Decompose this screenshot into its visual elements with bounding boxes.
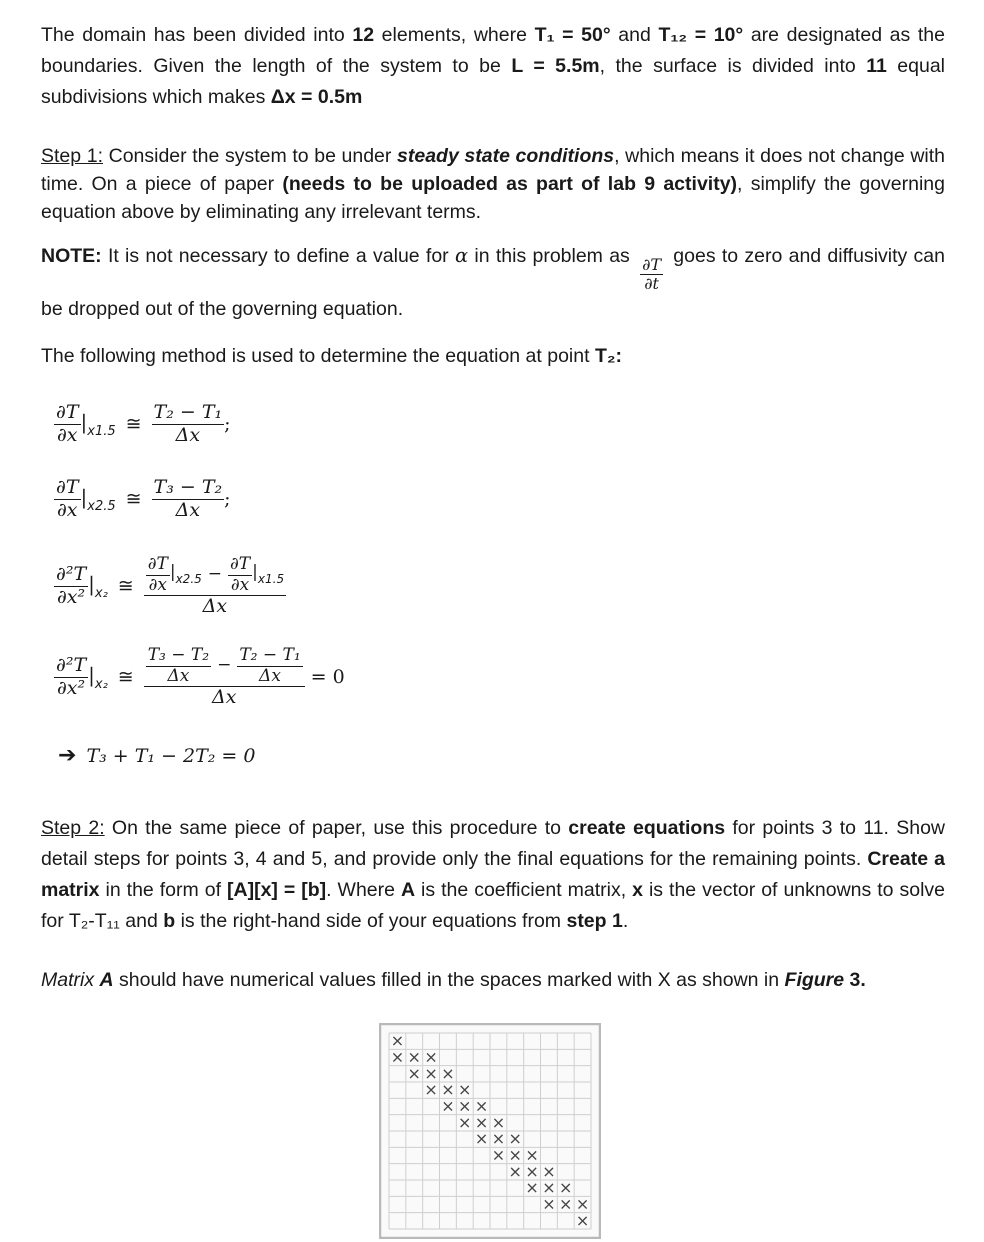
frac-den: ∂x² [56, 676, 86, 699]
matrix-x-mark: × [525, 1178, 539, 1198]
equals-zero: = 0 [310, 666, 345, 689]
eval-bar: $|_{x2.5}$ [80, 484, 116, 514]
matrix-x-mark: × [491, 1129, 506, 1149]
approx-sign: ≅ [117, 666, 134, 689]
matrix-x-mark: × [424, 1063, 438, 1083]
d2T-dx2-fraction [54, 564, 88, 609]
dT-dx-fraction [54, 402, 81, 447]
matrix-x-mark: × [441, 1096, 455, 1116]
matrix-x-mark: × [474, 1112, 489, 1132]
difference-fraction [152, 402, 225, 447]
matrix-x-mark: × [508, 1145, 522, 1165]
vector-x-term: x [632, 879, 643, 901]
step2-label: Step 2: [41, 817, 105, 839]
matrix-x-mark: × [575, 1194, 590, 1214]
matrix-x-mark: × [491, 1145, 506, 1165]
step2-text: is the right-hand side of your equations from [175, 910, 567, 932]
inner-fraction [146, 646, 211, 686]
step2-text: On the same piece of paper, use this procedure to [104, 817, 569, 839]
matrix-note-text: Matrix [41, 969, 100, 991]
frac-num: ∂T [56, 476, 79, 498]
equation-4 [54, 646, 345, 709]
frac-den: Δx [175, 423, 201, 446]
eval-point: x₂ [94, 585, 108, 601]
arrow-icon: ➔ [58, 743, 77, 768]
alpha-symbol: α [454, 244, 469, 267]
step1-text: Consider the system to be under [103, 145, 398, 167]
eval-point: x2.5 [175, 572, 202, 587]
matrix-note-text: should have numerical values filled in the spaces marked with X as shown in [113, 969, 785, 991]
intro-text: are designated as the boundaries. Given the length of the system to be [41, 24, 945, 77]
matrix-x-mark: × [441, 1063, 455, 1083]
matrix-note [41, 965, 945, 996]
frac-num [144, 646, 305, 687]
method-point: T₂: [594, 345, 623, 367]
step1-text: , simplify the governing equation above by eliminating any irrelevant terms. [41, 173, 945, 223]
frac-num: ∂²T [56, 563, 87, 586]
frac-num: T₂ − T₁ [239, 645, 301, 665]
frac-num [144, 555, 286, 596]
frac-den: ∂x² [56, 585, 86, 608]
frac-den: Δx [259, 665, 281, 686]
difference-fraction [152, 477, 225, 522]
minus-sign: − [217, 655, 232, 676]
matrix-form: [A][x] = [b] [227, 879, 327, 901]
frac-num: T₃ − T₂ [153, 476, 223, 498]
intro-paragraph [41, 20, 945, 113]
eval-bar: $|_{x_2}$ [88, 662, 108, 692]
frac-num: T₂ − T₁ [153, 401, 223, 423]
dT-dx-fraction [54, 477, 81, 522]
eval-bar: $|_{x1.5}$ [80, 409, 116, 439]
frac-num: ∂T [56, 401, 79, 423]
frac-den: Δx [202, 595, 228, 618]
matrix-x-mark: × [474, 1129, 489, 1149]
matrix-x-mark: × [542, 1161, 556, 1181]
semicolon: ; [224, 488, 231, 511]
matrix-x-mark: × [508, 1129, 522, 1149]
vector-b-term: b [163, 910, 176, 932]
frac-num: ∂T [147, 554, 168, 574]
result-text: T₃ + T₁ − 2T₂ = 0 [86, 744, 256, 767]
note-text: in this problem as [468, 245, 637, 267]
time-derivative [640, 256, 663, 294]
matrix-x-mark: × [542, 1194, 556, 1214]
step2-text: . Where [326, 879, 401, 901]
matrix-x-mark: × [424, 1047, 438, 1067]
step1-text: , which means it does not change with time. On a piece of paper [41, 145, 946, 195]
frac-den: ∂x [56, 498, 78, 521]
eval-point: x2.5 [87, 498, 116, 514]
method-text: The following method is used to determine the equation at point [41, 345, 595, 367]
figure-label: Figure [784, 969, 845, 991]
eval-point: x1.5 [257, 572, 285, 587]
delta-x-value: Δx = 0.5m [270, 86, 363, 108]
semicolon: ; [224, 413, 231, 436]
frac-den: Δx [211, 686, 237, 709]
approx-sign: ≅ [125, 413, 142, 436]
result-equation [58, 743, 255, 768]
step2-text: . [622, 910, 629, 932]
inner-fraction [237, 646, 302, 686]
central-difference-fraction [144, 555, 286, 618]
note-label: NOTE: [41, 245, 102, 267]
frac-num: T₃ − T₂ [147, 645, 210, 665]
matrix-x-mark: × [525, 1145, 539, 1165]
create-equations-term: create equations [568, 817, 726, 839]
note-text: It is not necessary to define a value for [101, 245, 455, 267]
step1-label: Step 1: [41, 145, 103, 167]
step2-text: is the coefficient matrix, [415, 879, 633, 901]
steady-state-term: steady state conditions [397, 145, 615, 167]
matrix-x-mark: × [474, 1096, 489, 1116]
upload-requirement: (needs to be uploaded as part of lab 9 activity) [282, 173, 738, 195]
note-text: goes to zero and diffusivity can be dropped out of the governing equation. [41, 245, 945, 320]
equation-2 [54, 477, 231, 522]
boundary-t12: T₁₂ = 10° [658, 24, 744, 46]
time-derivative-den: ∂t [644, 274, 659, 294]
figure-3-matrix-diagram [379, 1023, 601, 1239]
frac-den: ∂x [56, 423, 78, 446]
matrix-A-term: A [400, 879, 416, 901]
create-matrix-term: Create a matrix [41, 848, 945, 901]
eval-point: x₂ [94, 676, 108, 692]
minus-sign: − [207, 564, 223, 585]
matrix-x-mark: × [458, 1112, 472, 1132]
matrix-x-mark: × [559, 1194, 573, 1214]
boundary-t1: T₁ = 50° [534, 24, 611, 46]
matrix-x-mark: × [458, 1080, 472, 1100]
figure-number: 3. [844, 969, 866, 991]
matrix-x-mark: × [525, 1161, 539, 1181]
matrix-x-mark: × [407, 1047, 421, 1067]
matrix-x-mark: × [441, 1080, 455, 1100]
matrix-x-mark: × [390, 1031, 405, 1051]
substituted-fraction [144, 646, 305, 709]
step2-paragraph [41, 813, 945, 937]
matrix-x-mark: × [390, 1047, 405, 1067]
intro-text: and [610, 24, 659, 46]
equation-1 [54, 402, 231, 447]
method-line [41, 341, 945, 372]
time-derivative-num: ∂T [642, 255, 662, 274]
inner-fraction [146, 555, 170, 595]
approx-sign: ≅ [117, 575, 134, 598]
matrix-x-mark: × [508, 1161, 522, 1181]
element-count: 12 [352, 24, 375, 46]
frac-den: Δx [167, 665, 190, 686]
eval-point: x1.5 [87, 423, 116, 439]
system-length: L = 5.5m [511, 55, 600, 77]
approx-sign: ≅ [125, 488, 142, 511]
note-paragraph [41, 240, 945, 325]
frac-den: ∂x [148, 574, 167, 595]
intro-text: elements, where [374, 24, 535, 46]
inner-fraction [228, 555, 252, 595]
d2T-dx2-fraction [54, 655, 88, 700]
step2-text: in the form of [99, 879, 227, 901]
intro-text: The domain has been divided into [41, 24, 353, 46]
eval-bar: $|_{x_2}$ [88, 571, 108, 601]
step2-text: for points 3 to 11. Show detail steps for points 3, 4 and 5, and provide only the final equations for the remaining points. [41, 817, 945, 870]
step1-paragraph [41, 142, 945, 226]
subdivision-count: 11 [866, 55, 887, 77]
matrix-x-mark: × [559, 1178, 573, 1198]
matrix-A-term: A [99, 969, 114, 991]
intro-text: , the surface is divided into [599, 55, 867, 77]
equation-3 [54, 555, 286, 618]
step-reference: step 1 [566, 910, 623, 932]
eval-bar: $|_{x1.5}$ [252, 562, 285, 587]
matrix-x-mark: × [491, 1112, 506, 1132]
matrix-x-mark: × [542, 1178, 556, 1198]
frac-num: ∂T [230, 554, 251, 574]
frac-num: ∂²T [56, 654, 87, 677]
matrix-x-mark: × [458, 1096, 472, 1116]
matrix-x-mark: × [407, 1063, 421, 1083]
frac-den: Δx [175, 498, 201, 521]
intro-text: equal subdivisions which makes [41, 55, 946, 108]
step2-text: is the vector of unknowns to solve for T₂-T₁₁ and [41, 879, 946, 932]
matrix-x-mark: × [424, 1080, 438, 1100]
matrix-x-mark: × [575, 1210, 590, 1230]
eval-bar: $|_{x2.5}$ [169, 562, 202, 587]
frac-den: ∂x [230, 574, 250, 595]
